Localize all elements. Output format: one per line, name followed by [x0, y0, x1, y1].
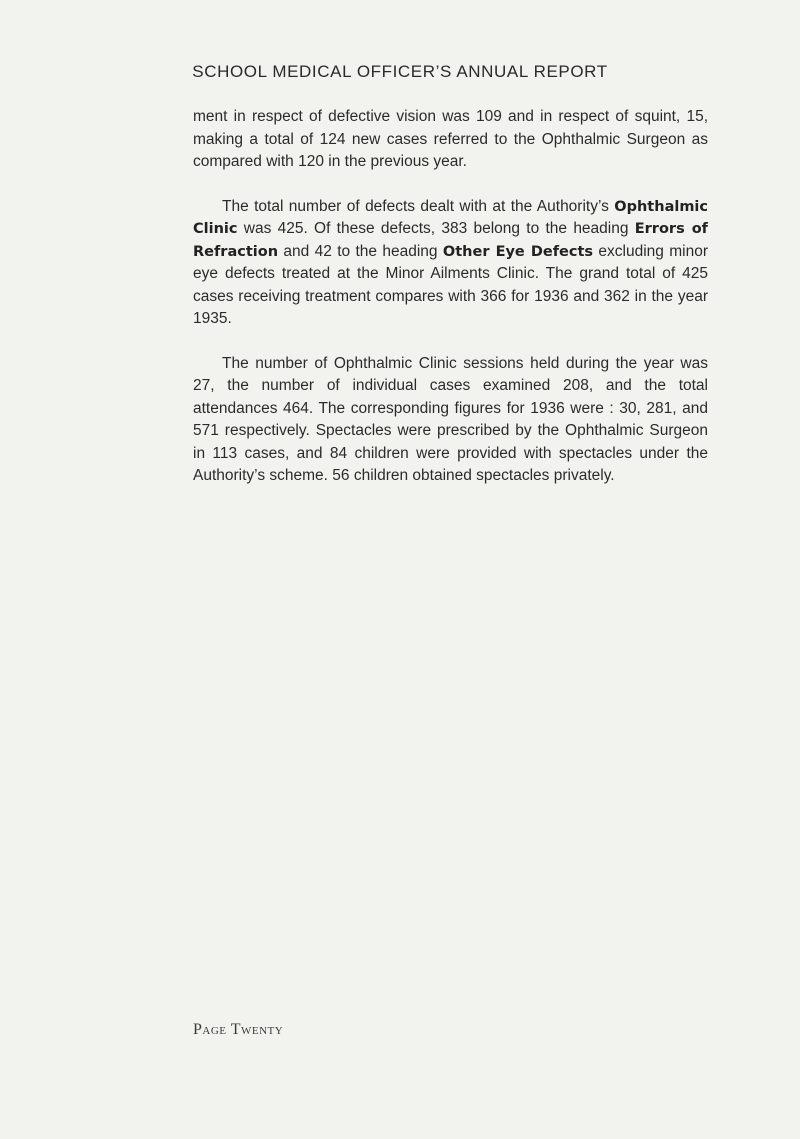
report-body	[193, 106, 708, 510]
heading-ophthalmic-clinic: Ophthalmic Clinic	[193, 198, 708, 237]
paragraph-text: was 425. Of these defects, 383 belong to the heading	[237, 220, 635, 237]
paragraph-text: excluding minor eye defects treated at the Minor Ailments Clinic. The grand total of 425 cases receiving treatment compares with 366 for 1936 and 362 in the year 1935.	[193, 242, 708, 327]
paragraph-continuation: ment in respect of defective vision was 109 and in respect of squint, 15, making a total of 124 new cases referred to the Ophthalmic Surgeon as compared with 120 in the previous year.	[193, 108, 708, 170]
page-number: Page Twenty	[193, 1021, 284, 1038]
paragraph-text: and 42 to the heading	[278, 242, 443, 260]
paragraph-defects	[193, 196, 708, 331]
heading-other-eye-defects: Other Eye Defects	[442, 243, 594, 260]
paragraph-text: The total number of defects dealt with at the Authority’s	[222, 197, 615, 215]
running-header: SCHOOL MEDICAL OFFICER’S ANNUAL REPORT	[192, 62, 608, 81]
paragraph-sessions: The number of Ophthalmic Clinic sessions held during the year was 27, the number of individual cases examined 208, and the total attendances 464. The corresponding figures for 1936 were : 30, 281, and 571 respectively. Spectacles were prescribed by the Ophthalmic Surgeon in 113 cases, and 84 children were provided with spectacles under the Authority’s scheme. 56 children obtained spectacles privately.	[193, 354, 708, 484]
heading-errors-of-refraction: Errors of Refraction	[193, 221, 708, 260]
